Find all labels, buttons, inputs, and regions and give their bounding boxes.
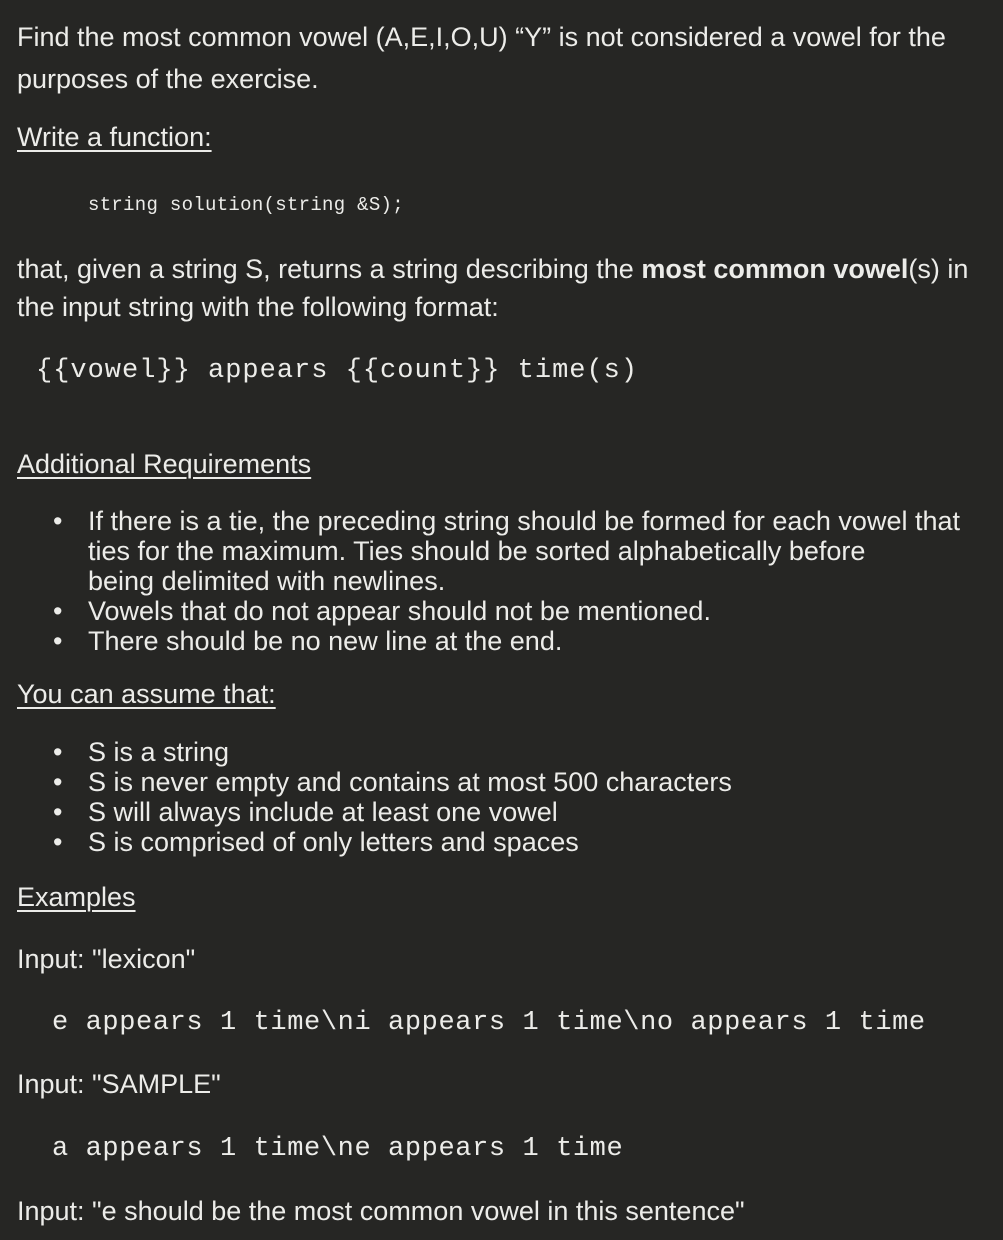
intro-line-1: Find the most common vowel (A,E,I,O,U) “Y” is not considered a vowel for the — [17, 22, 946, 52]
write-function-heading: Write a function: — [17, 122, 212, 152]
requirement-item: • There should be no new line at the end. — [50, 626, 960, 656]
assumption-item: • S will always include at least one vowel — [50, 797, 732, 827]
output-format: {{vowel}} appears {{count}} time(s) — [36, 356, 639, 386]
example-input: Input: "lexicon" — [17, 944, 196, 974]
example-input: Input: "e should be the most common vowel in this sentence" — [17, 1196, 745, 1226]
description-line-2: the input string with the following format: — [17, 292, 499, 322]
assumptions-list — [50, 737, 732, 857]
intro-line-2: purposes of the exercise. — [17, 64, 319, 94]
description-suffix: (s) in — [908, 254, 969, 284]
requirements-heading: Additional Requirements — [17, 449, 312, 479]
function-signature: string solution(string &S); — [88, 194, 404, 216]
requirement-item — [50, 506, 960, 596]
requirement-line: • If there is a tie, the preceding string should be formed for each vowel that — [88, 506, 960, 536]
assumption-item: • S is comprised of only letters and spaces — [50, 827, 732, 857]
requirement-line: ties for the maximum. Ties should be sorted alphabetically before — [88, 536, 866, 566]
requirement-item: • Vowels that do not appear should not be mentioned. — [50, 596, 960, 626]
requirement-line: being delimited with newlines. — [88, 566, 446, 596]
assumption-item: • S is a string — [50, 737, 732, 767]
requirements-list — [50, 506, 960, 656]
description-bold: most common vowel — [641, 254, 909, 284]
assumption-item: • S is never empty and contains at most 500 characters — [50, 767, 732, 797]
example-output: a appears 1 time\ne appears 1 time — [52, 1134, 624, 1164]
example-output: e appears 1 time\ni appears 1 time\no appears 1 time — [52, 1008, 926, 1038]
description-line-1 — [17, 248, 968, 290]
examples-heading: Examples — [17, 882, 136, 912]
assumptions-heading: You can assume that: — [17, 679, 276, 709]
description-text: that, given a string S, returns a string describing the — [17, 254, 642, 284]
example-input: Input: "SAMPLE" — [17, 1069, 221, 1099]
